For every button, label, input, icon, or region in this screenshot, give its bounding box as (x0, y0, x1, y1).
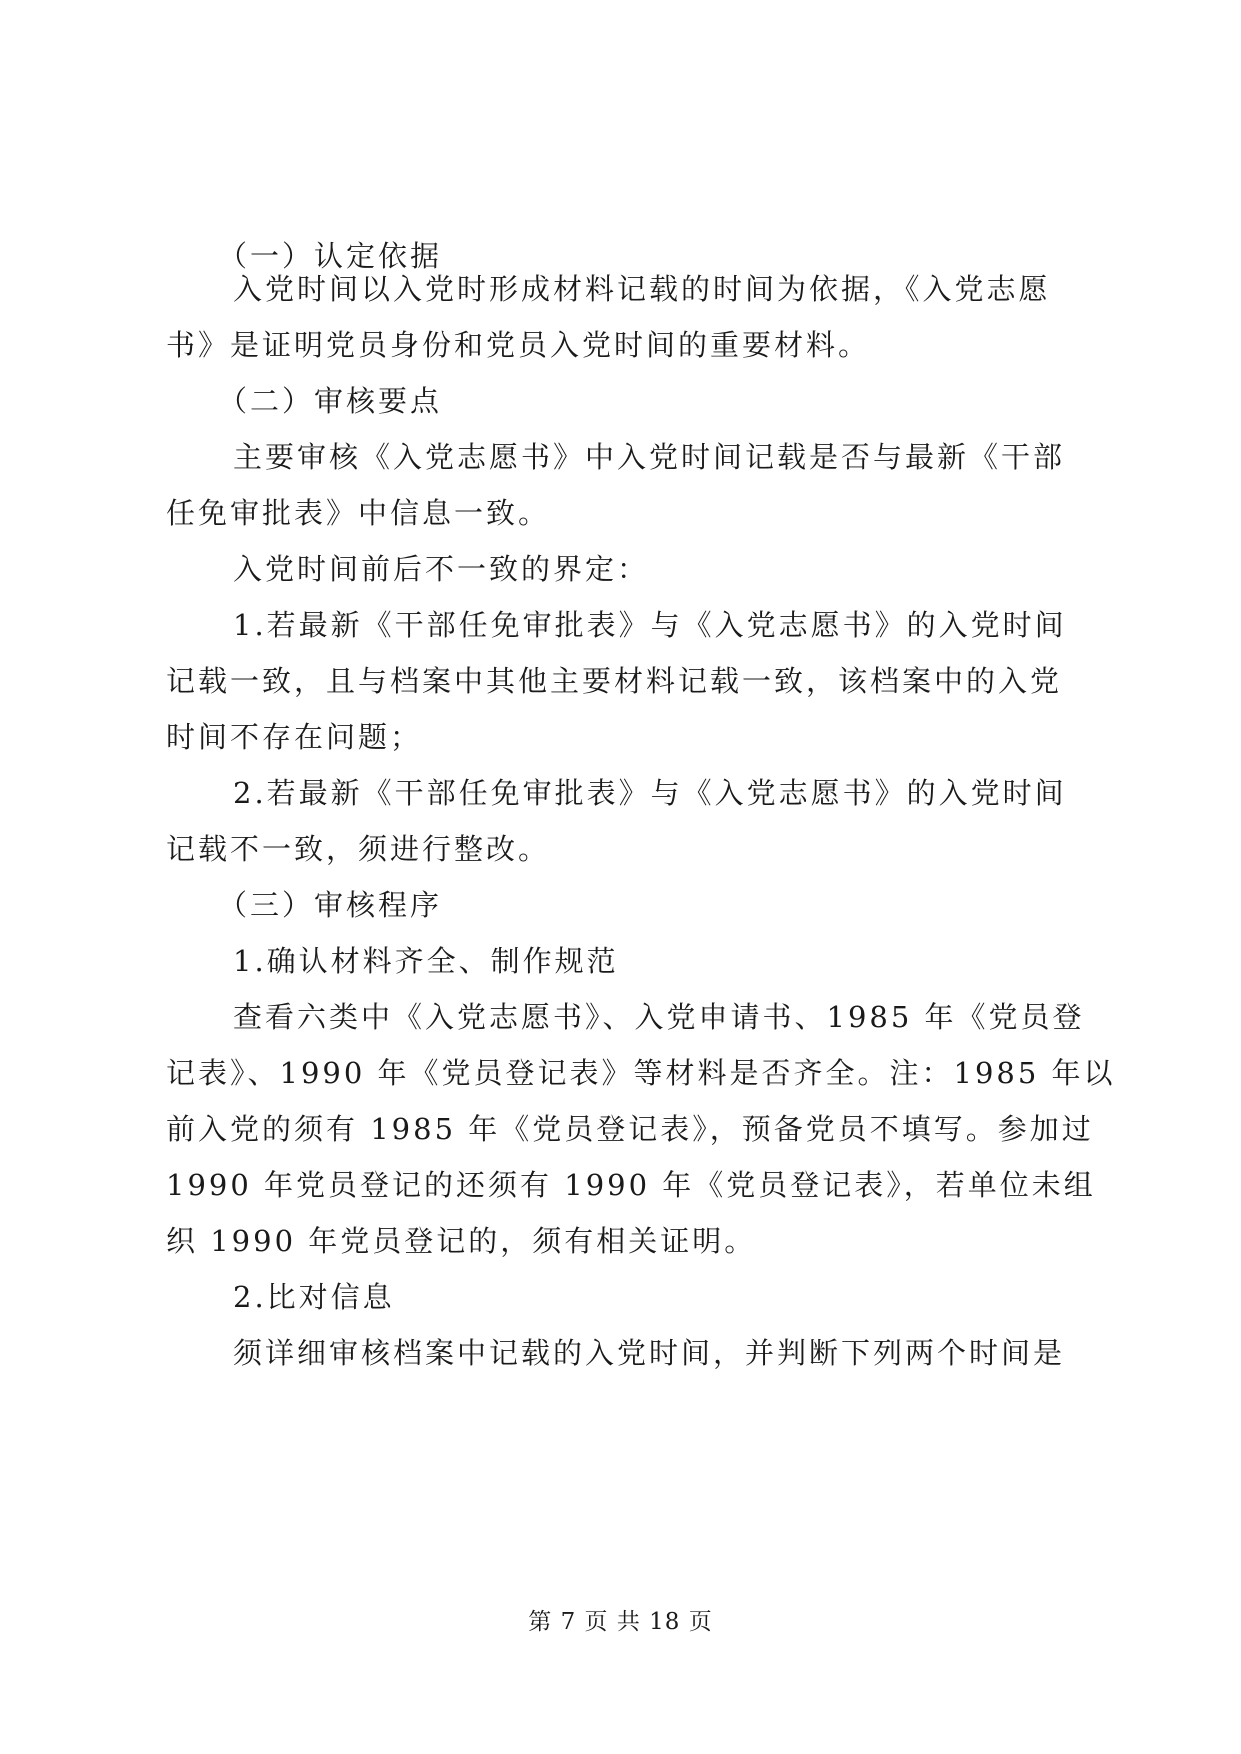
paragraph-line: 须详细审核档案中记载的入党时间，并判断下列两个时间是 (233, 1336, 1066, 1370)
paragraph-line: 前入党的须有 1985 年《党员登记表》，预备党员不填写。参加过 (166, 1112, 1094, 1146)
paragraph-line: 1990 年党员登记的还须有 1990 年《党员登记表》，若单位未组 (166, 1168, 1096, 1202)
paragraph-line: 主要审核《入党志愿书》中入党时间记载是否与最新《干部 (233, 440, 1066, 474)
list-item-line: 1.若最新《干部任免审批表》与《入党志愿书》的入党时间 (233, 608, 1067, 642)
subheading-line: 1.确认材料齐全、制作规范 (233, 944, 619, 978)
section-heading-2: （二）审核要点 (218, 384, 443, 418)
section-heading-3: （三）审核程序 (218, 888, 443, 922)
paragraph-line: 记表》、1990 年《党员登记表》等材料是否齐全。注：1985 年以 (166, 1056, 1116, 1090)
paragraph-line: 任免审批表》中信息一致。 (166, 496, 551, 530)
list-item-line: 记载不一致，须进行整改。 (166, 832, 551, 866)
list-item-line: 2.若最新《干部任免审批表》与《入党志愿书》的入党时间 (233, 776, 1067, 810)
paragraph-line: 书》是证明党员身份和党员入党时间的重要材料。 (166, 328, 871, 362)
list-item-line: 记载一致，且与档案中其他主要材料记载一致，该档案中的入党 (166, 664, 1063, 698)
list-item-line: 时间不存在问题； (166, 720, 423, 754)
paragraph-line: 查看六类中《入党志愿书》、入党申请书、1985 年《党员登 (233, 1000, 1085, 1034)
paragraph-line: 织 1990 年党员登记的，须有相关证明。 (166, 1224, 757, 1258)
paragraph-line: 入党时间以入党时形成材料记载的时间为依据，《入党志愿 (233, 272, 1051, 306)
page-footer: 第 7 页 共 18 页 (528, 1609, 713, 1635)
paragraph-line: 入党时间前后不一致的界定： (233, 552, 650, 586)
subheading-line: 2.比对信息 (233, 1280, 395, 1314)
section-heading-1: （一）认定依据 (218, 239, 443, 273)
